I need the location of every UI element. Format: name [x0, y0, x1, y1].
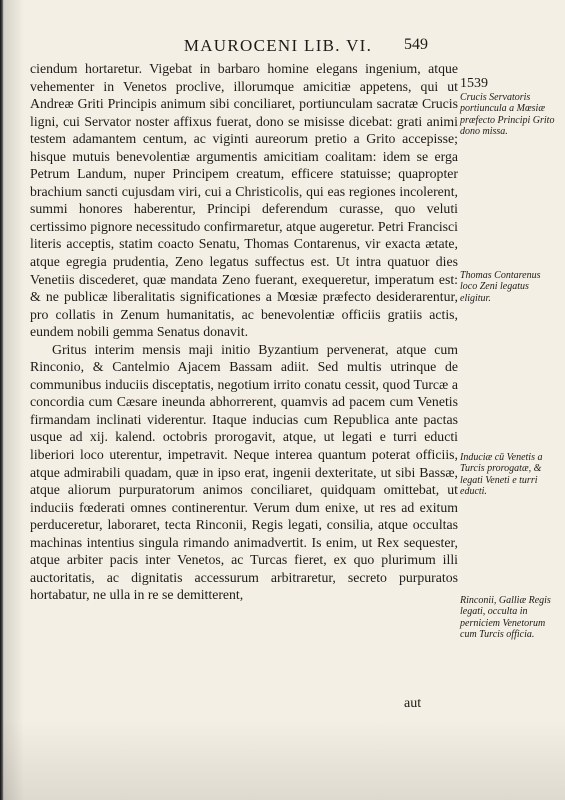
paragraph: Gritus interim mensis maji initio Byzantium pervenerat, atque cum Rinconio, & Cantelmio Ajacem Bassam adiit. Sed multis utrinque de communibus induciis disceptatis, negotium irrito conatu cessit, quod Turcæ a concordia cum Cæsare ineunda abhorrerent, quamvis ad pacem cum Venetis firmandam inclinati viderentur. Itaque inducias cum Republica ante pactas usque ad xij. kalend. octobris prorogavit, atque, ut legati e turri educti liberiori loco uterentur, impetravit. Neque interea quantum poterat officiis, atque admirabili quadam, quæ in ipso erat, ingenii dexteritate, ut sibi Bassæ, atque aliorum purpuratorum animos conciliaret, quidquam omittebat, ut induciis fœderati omnes continerentur. Verum dum enixe, ut res ad exitum perduceretur, laboraret, tecta Rinconii, Regis legati, consilia, atque occultas machinas intentius singula rimando animadvertit. Is enim, ut Rex sequester, atque arbiter pacis inter Venetos, ac Turcas fieret, ex quo plurimum illi auctoritatis, ac dignitatis accessurum arbitraretur, secreto purpuratos hortabatur, ne ulla in re se demitterent,	[30, 341, 458, 603]
margin-note-text: Crucis Servatoris portiuncula a Mœsiæ præfecto Principi Grito dono missa.	[460, 92, 555, 137]
catchword: aut	[404, 696, 422, 711]
margin-note-text: Rinconii, Galliæ Regis legati, occulta in perniciem Venetorum cum Turcis officia.	[460, 595, 551, 640]
margin-note	[460, 76, 556, 137]
margin-year: 1539	[460, 76, 488, 91]
margin-note	[460, 270, 556, 304]
paragraph: ciendum hortaretur. Vigebat in barbaro homine elegans ingenium, atque vehementer in Venetos proclive, illorumque amicitiæ appetens, qui ut Andreæ Griti Principis animum sibi conciliaret, portiunculam sacratæ Crucis ligni, cui Servator noster affixus fuerat, dono se misisse dicebat: grati animi testem adamantem centum, ac viginti aureorum pretio a Grito accepisse; hisque mutuis benevolentiæ argumentis amicitiam coalitam: idem se erga Petrum Landum, nuper Principem creatum, efficere statuisse; quapropter brachium sancti cujusdam viri, cui a Christicolis, qui eas regiones incolerent, summi honores haberentur, Principi deferendum curasse, quo veluti certissimo pignore necessitudo confirmaretur, atque augeretur. Petri Francisci literis acceptis, statim coacto Senatu, Thomas Contarenus, vir exacta ætate, atque egregia prudentia, Zeno legatus suffectus est. Ut intra quatuor dies Venetiis discederet, quæ mandata Zeno fuerant, exequeretur, imperatum est: & ne publicæ liberalitatis significationes a Mœsiæ præfecto desiderarentur, pro collatis in Zenum humanitatis, ac benevolentiæ officiis gratiis actis, eundem nobili gemma Senatus donavit.	[30, 61, 458, 340]
margin-note	[460, 595, 556, 640]
margin-note-text: Thomas Contarenus loco Zeni legatus eligitur.	[460, 270, 541, 304]
running-title: MAUROCENI LIB. VI.	[183, 36, 373, 55]
page-number: 549	[404, 36, 428, 53]
page-bottom-shade	[0, 720, 565, 800]
margin-note-text: Induciæ cū Venetis a Turcis prorogatæ, & legati Veneti e turri educti.	[460, 452, 543, 497]
margin-note	[460, 452, 556, 497]
gutter-shadow	[4, 0, 24, 800]
main-text	[30, 60, 458, 604]
